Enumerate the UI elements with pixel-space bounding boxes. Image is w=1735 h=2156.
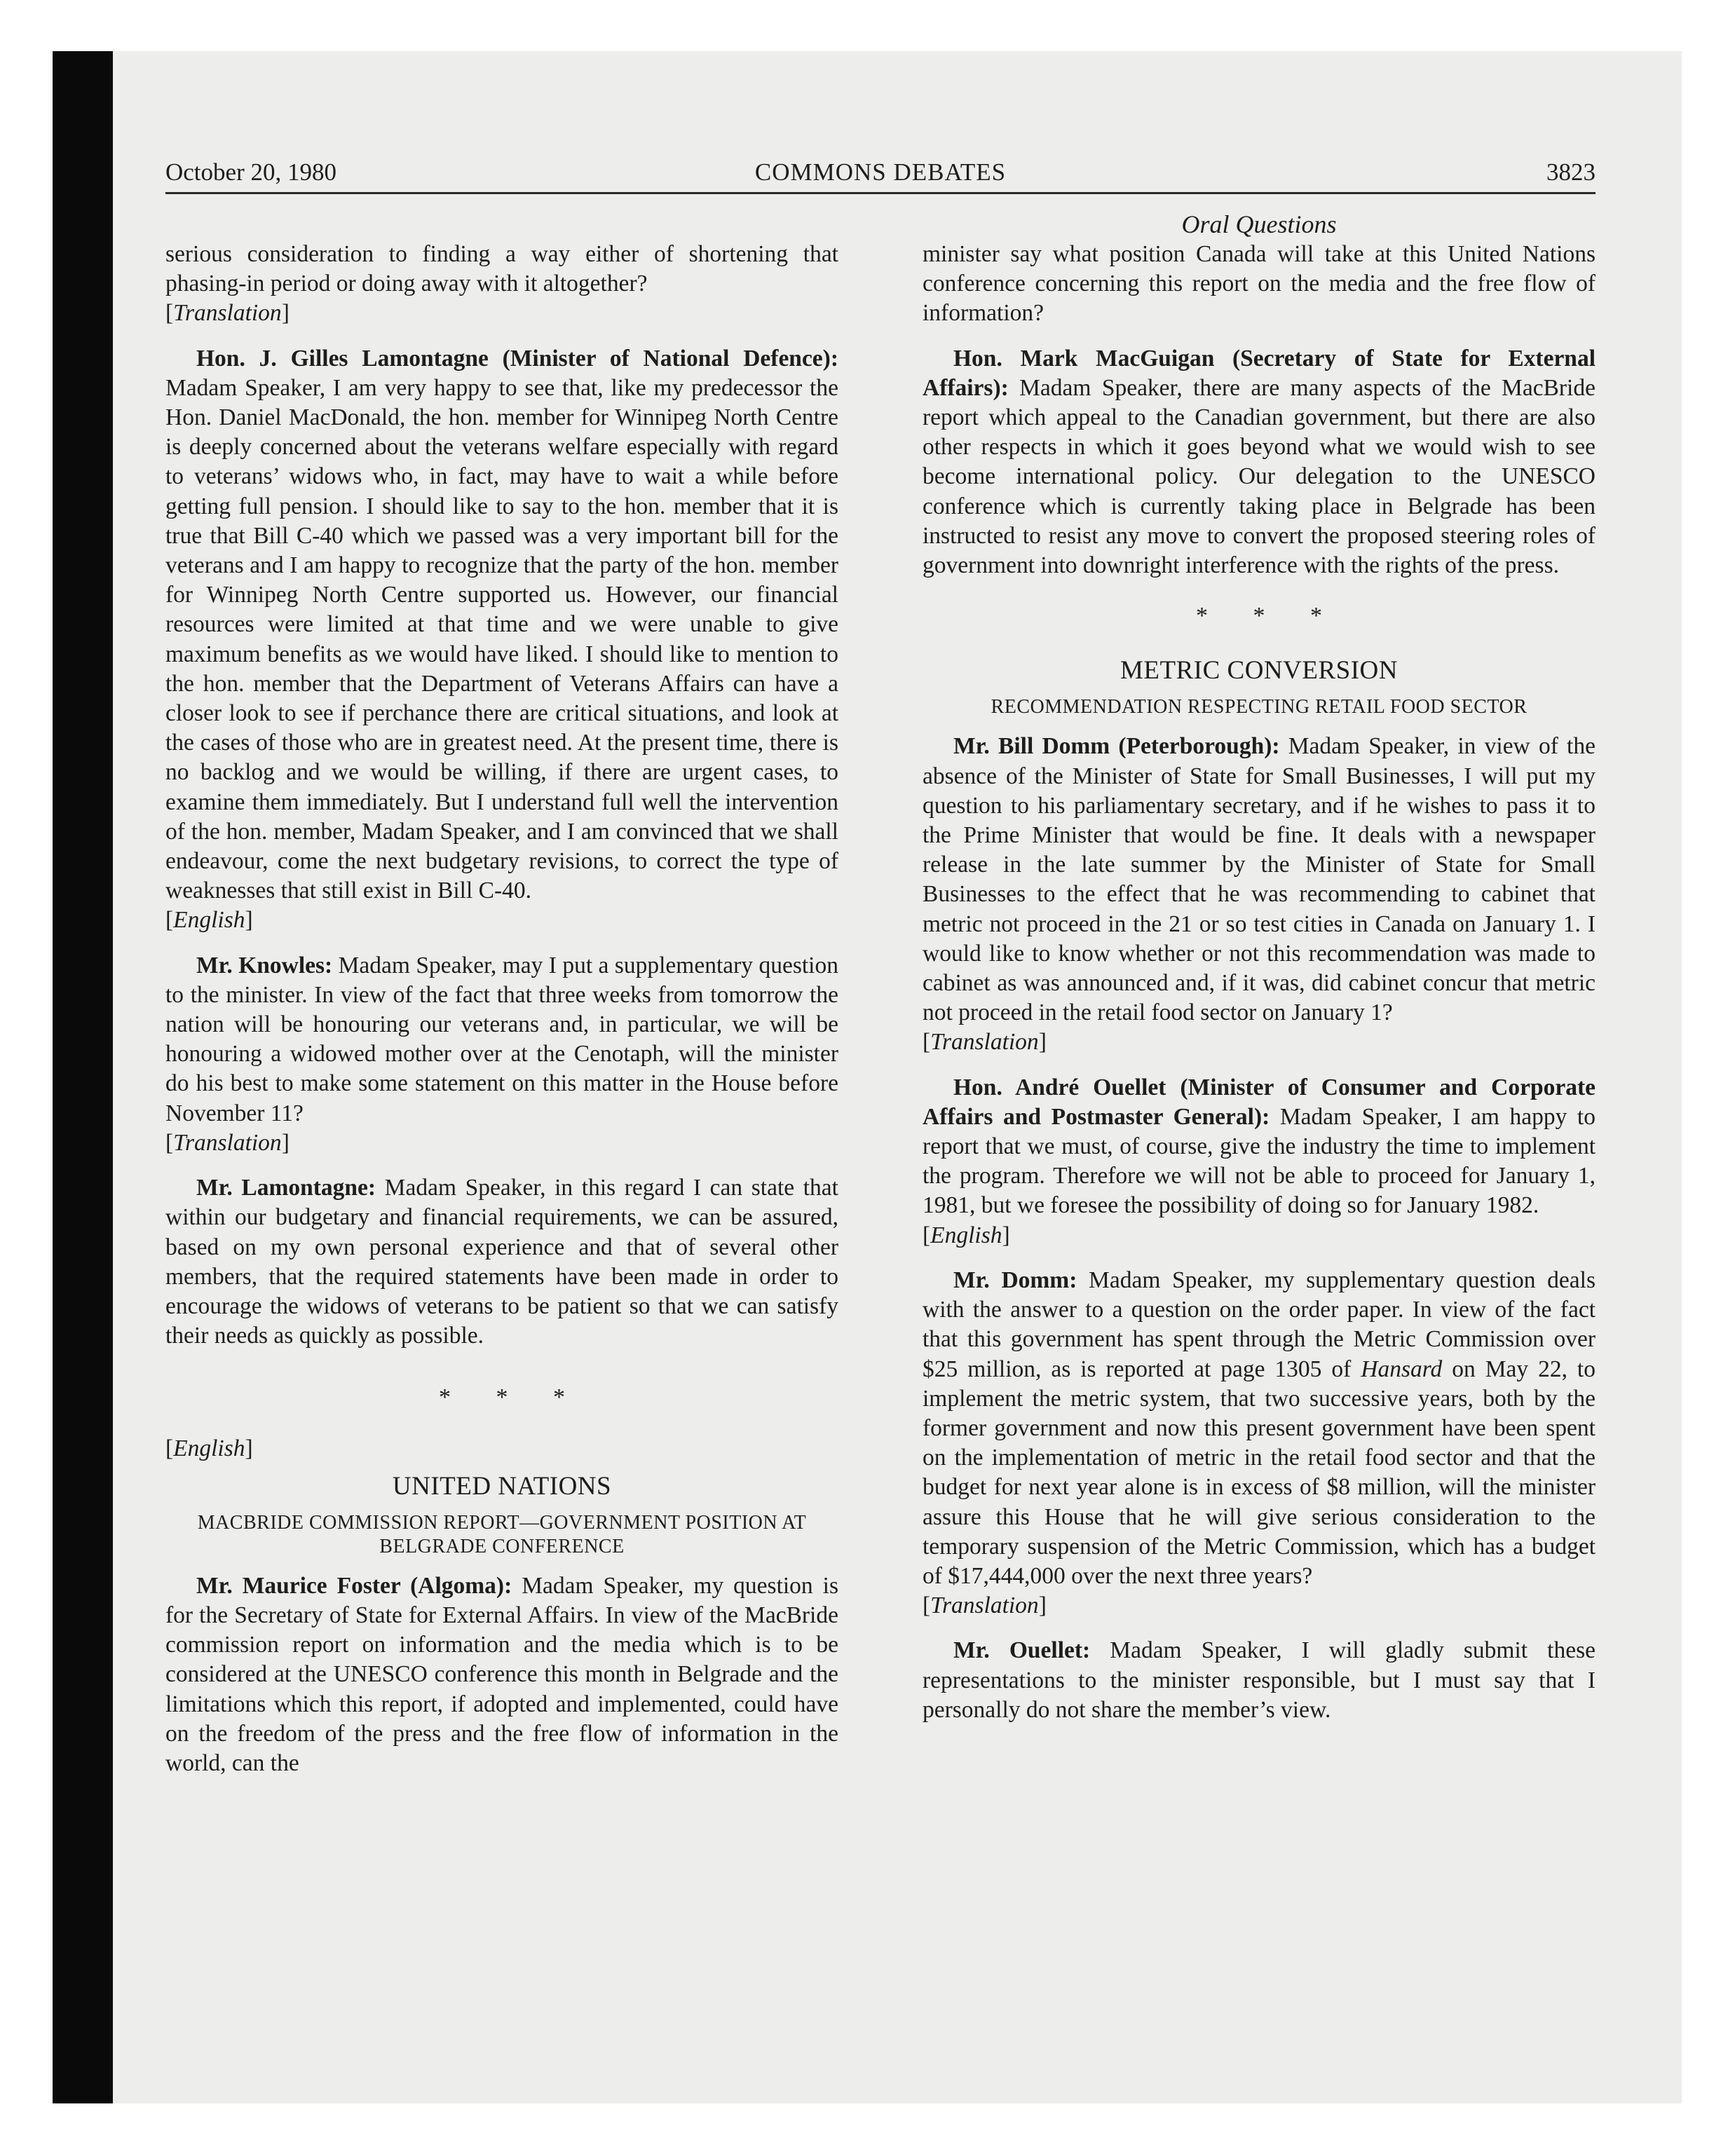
speech-text: Madam Speaker, my supplementary question deals with the answer to a question on the order paper. In view of the fact that this government has spent through the Metric Commission over $25 million, as is reported at page 1305 of — [923, 1267, 1596, 1382]
speaker-name: Hon. André Ouellet (Minister of Consumer and Corporate Affairs and Postmaster General): — [923, 1074, 1595, 1130]
language-marker: [Translation] — [923, 1592, 1047, 1619]
speech-paragraph — [165, 1173, 838, 1351]
publication-name: Hansard — [1361, 1356, 1443, 1382]
speaker-name: Mr. Maurice Foster (Algoma): — [196, 1572, 512, 1599]
language-marker: [Translation] — [165, 300, 290, 327]
speech-text: Madam Speaker, in view of the absence of the Minister of State for Small Businesses, I will put my question to his parliamentary secretary, and if he wishes to pass it to the Prime Minister that would be fine. It deals with a newspaper release in the late summer by the Minister of State for Small Businesses to the effect that he was recommending to cabinet that metric not proceed in the 21 or so test cities in Canada on January 1. I would like to know whether or not this recommendation was made to cabinet as was announced and, if it was, did cabinet concur that metric not proceed in the retail food sector on January 1? — [923, 733, 1595, 1026]
speaker-name: Mr. Knowles: — [196, 952, 333, 978]
speech-text: Madam Speaker, my question is for the Secretary of State for External Affairs. In view of the MacBride commission report on information and the media which is to be considered at the UNESCO conference this month in Belgrade and the limitations which this report, if adopted and implemented, could have on the freedom of the press and the free flow of information in the world, can the — [165, 1572, 838, 1776]
paragraph: minister say what position Canada will take at this United Nations conference concerning this report on the media and the free flow of information? — [923, 241, 1595, 327]
document-page — [165, 157, 1595, 2077]
speech-text: on May 22, to implement the metric system, that two successive years, both by the former government and now this present government have been spent on the implementation of metric in the retail food sector and that the budget for next year alone is in excess of $8 million, will the minister assure this House that he will give serious consideration to the temporary suspension of the Metric Commission, which has a budget of $17,444,000 over the next three years? — [923, 1356, 1595, 1589]
header-date: October 20, 1980 — [165, 158, 336, 186]
language-marker: [English] — [165, 907, 253, 934]
paragraph: serious consideration to finding a way either of shortening that phasing-in period or doing away with it altogether? — [165, 241, 838, 297]
speaker-name: Hon. J. Gilles Lamontagne (Minister of National Defence): — [196, 345, 838, 371]
speaker-name: Mr. Bill Domm (Peterborough): — [953, 733, 1280, 760]
speech-paragraph — [923, 1266, 1595, 1591]
speech-paragraph — [165, 951, 838, 1128]
section-subheading: RECOMMENDATION RESPECTING RETAIL FOOD SECTOR — [991, 696, 1528, 718]
speech-paragraph — [923, 1073, 1595, 1221]
language-marker: [Translation] — [923, 1029, 1047, 1056]
left-column — [165, 240, 838, 1778]
publication-title: COMMONS DEBATES — [754, 158, 1007, 186]
language-marker: [English] — [923, 1222, 1010, 1248]
speech-text: Madam Speaker, may I put a supplementary question to the minister. In view of the fact that three weeks from tomorrow the nation will be honouring our veterans and, in particular, we will be honouring a widowed mother over at the Cenotaph, will the minister do his best to make some statement on this matter in the House before November 11? — [165, 952, 838, 1126]
header-rule — [165, 192, 1595, 194]
section-subheading: MACBRIDE COMMISSION REPORT—GOVERNMENT POSITION AT BELGRADE CONFERENCE — [197, 1511, 807, 1557]
running-header — [165, 157, 1595, 188]
section-heading: UNITED NATIONS — [392, 1471, 612, 1501]
speech-paragraph — [923, 344, 1595, 581]
speech-text: Madam Speaker, there are many aspects of the MacBride report which appeal to the Canadian government, but there are also other respects in which it goes beyond what we would wish to see become international policy. Our delegation to the UNESCO conference which is currently taking place in Belgrade has been instructed to resist any move to convert the proposed steering roles of government into downright interference with the rights of the press. — [923, 374, 1595, 579]
speaker-name: Hon. Mark MacGuigan (Secretary of State for External Affairs): — [923, 345, 1595, 401]
speech-text: Madam Speaker, I will gladly submit these representations to the minister responsible, but I must say that I personally do not share the member’s view. — [923, 1637, 1596, 1723]
speech-paragraph — [923, 1636, 1595, 1725]
speaker-name: Mr. Domm: — [953, 1267, 1077, 1293]
binding-edge — [53, 51, 113, 2103]
language-marker: [English] — [165, 1435, 253, 1461]
speech-paragraph — [165, 1571, 838, 1778]
speaker-name: Mr. Lamontagne: — [196, 1175, 376, 1201]
page-number: 3823 — [1546, 158, 1595, 186]
speech-text: Madam Speaker, I am very happy to see that, like my predecessor the Hon. Daniel MacDonald, the hon. member for Winnipeg North Centre is deeply concerned about the veterans welfare especially with regard to veterans’ widows who, in fact, may have to wait a while before getting full pension. I should like to say to the hon. member that it is true that Bill C-40 which we passed was a very important bill for the veterans and I am happy to recognize that the party of the hon. member for Winnipeg North Centre supported us. However, our financial resources were limited at that time and we were unable to give maximum benefits as we would have liked. I should like to mention to the hon. member that the Department of Veterans Affairs can have a closer look to see if perchance there are critical situations, and look at the cases of those who are in greatest need. At the present time, there is no backlog and we would be willing, if there are urgent cases, to examine them immediately. But I understand full well the intervention of the hon. member, Madam Speaker, and I am convinced that we shall endeavour, come the next budgetary revisions, to correct the type of weaknesses that still exist in Bill C-40. — [165, 374, 838, 904]
section-separator: * * * — [1196, 603, 1342, 629]
speech-text: Madam Speaker, in this regard I can state that within our budgetary and financial requirements, we can be assured, based on my own personal experience and that of several other members, that the required statements have been made in order to encourage the widows of veterans to be patient so that we can satisfy their needs as quickly as possible. — [165, 1175, 838, 1349]
section-separator: * * * — [439, 1384, 585, 1411]
speech-text: Madam Speaker, I am happy to report that we must, of course, give the industry the time to implement the program. Therefore we will not be able to proceed for January 1, 1981, but we foresee the possibility of doing so for January 1982. — [923, 1103, 1595, 1219]
section-label: Oral Questions — [1181, 210, 1337, 238]
speech-paragraph — [165, 344, 838, 906]
section-heading: METRIC CONVERSION — [1120, 656, 1398, 685]
language-marker: [Translation] — [165, 1129, 290, 1156]
right-column — [923, 240, 1595, 1725]
speaker-name: Mr. Ouellet: — [953, 1637, 1091, 1664]
speech-paragraph — [923, 732, 1595, 1028]
